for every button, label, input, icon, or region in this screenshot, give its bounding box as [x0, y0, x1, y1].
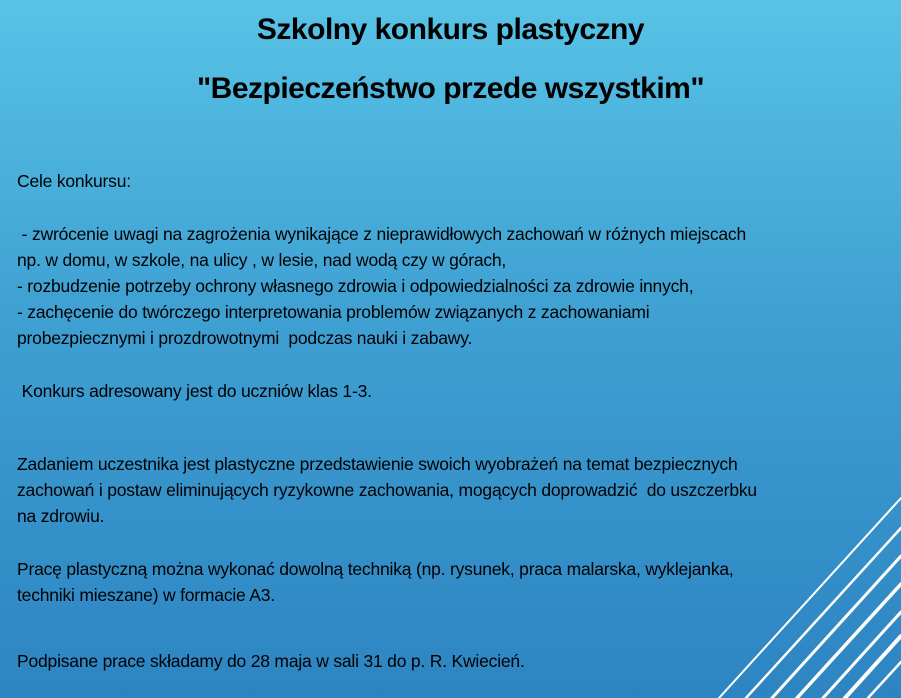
deadline-text: Podpisane prace składamy do 28 maja w sali 31 do p. R. Kwiecień.	[17, 651, 525, 671]
technique-line: techniki mieszane) w formacie A3.	[17, 585, 275, 605]
goal-line: - zachęcenie do twórczego interpretowania problemów związanych z zachowaniami	[17, 302, 650, 322]
goal-line: probezpiecznymi i prozdrowotnymi podczas nauki i zabawy.	[17, 328, 473, 348]
goal-line: - rozbudzenie potrzeby ochrony własnego zdrowia i odpowiedzialności za zdrowie innych,	[17, 276, 694, 296]
technique-line: Pracę plastyczną można wykonać dowolną techniką (np. rysunek, praca malarska, wyklejanka,	[17, 559, 734, 579]
task-line: zachowań i postaw eliminujących ryzykowne zachowania, mogących doprowadzić do uszczerbku	[17, 480, 757, 500]
task-line: Zadaniem uczestnika jest plastyczne przedstawienie swoich wyobrażeń na temat bezpiecznych	[17, 454, 738, 474]
goal-line: - zwrócenie uwagi na zagrożenia wynikające z nieprawidłowych zachowań w różnych miejscach	[17, 224, 747, 244]
goal-line: np. w domu, w szkole, na ulicy , w lesie, nad wodą czy w górach,	[17, 250, 507, 270]
goals-heading: Cele konkursu:	[17, 171, 131, 191]
task-line: na zdrowiu.	[17, 506, 105, 526]
title-line-2: "Bezpieczeństwo przede wszystkim"	[196, 72, 705, 105]
title-line-1: Szkolny konkurs plastyczny	[256, 13, 645, 46]
audience-text: Konkurs adresowany jest do uczniów klas 1-3.	[17, 381, 372, 401]
